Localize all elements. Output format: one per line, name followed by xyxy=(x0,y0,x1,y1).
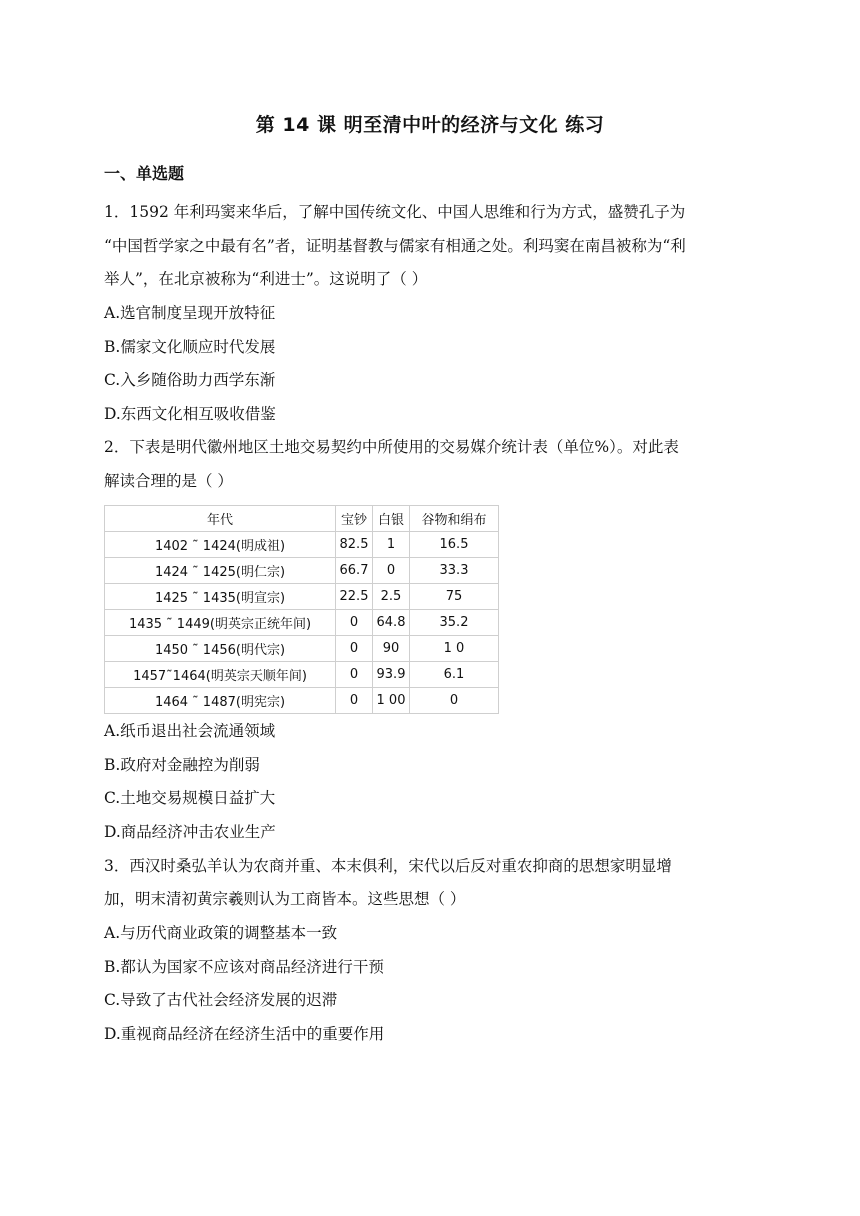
table-cell: 1450 ˜ 1456(明代宗) xyxy=(105,636,336,662)
q3-line-2: 加，明末清初黄宗羲则认为工商皆本。这些思想（ ） xyxy=(104,890,466,908)
table-cell: 1 0 xyxy=(410,636,499,662)
table-cell: 22.5 xyxy=(336,584,373,610)
table-cell: 1 xyxy=(373,532,410,558)
table-cell: 0 xyxy=(336,662,373,688)
table-header-row xyxy=(105,506,499,532)
table-cell: 64.8 xyxy=(373,610,410,636)
q3-line-1: 3．西汉时桑弘羊认为农商并重、本末俱利，宋代以后反对重农抑商的思想家明显增 xyxy=(104,857,672,875)
table-cell: 75 xyxy=(410,584,499,610)
trade-media-table xyxy=(104,505,499,714)
table-cell: 0 xyxy=(373,558,410,584)
table-cell: 0 xyxy=(336,688,373,714)
page-title: 第 14 课 明至清中叶的经济与文化 练习 xyxy=(255,114,605,136)
table-cell: 2.5 xyxy=(373,584,410,610)
q1-line-3: 举人”，在北京被称为“利进士”。这说明了（ ） xyxy=(104,270,428,288)
table-cell: 0 xyxy=(336,636,373,662)
q3-option-b: B.都认为国家不应该对商品经济进行干预 xyxy=(104,958,384,976)
table-cell: 1425 ˜ 1435(明宣宗) xyxy=(105,584,336,610)
table-cell: 35.2 xyxy=(410,610,499,636)
table-header-cell: 谷物和绢布 xyxy=(410,506,499,532)
table-cell: 0 xyxy=(336,610,373,636)
table-cell: 1424 ˜ 1425(明仁宗) xyxy=(105,558,336,584)
table-cell: 66.7 xyxy=(336,558,373,584)
table-header-cell: 白银 xyxy=(373,506,410,532)
table-row xyxy=(105,610,499,636)
table-row xyxy=(105,636,499,662)
q2-option-d: D.商品经济冲击农业生产 xyxy=(104,823,276,841)
table-cell: 1457˜1464(明英宗天顺年间) xyxy=(105,662,336,688)
table-cell: 33.3 xyxy=(410,558,499,584)
table-row xyxy=(105,688,499,714)
q1-line-2: “中国哲学家之中最有名”者，证明基督教与儒家有相通之处。利玛窦在南昌被称为“利 xyxy=(104,237,686,255)
q2-option-b: B.政府对金融控为削弱 xyxy=(104,756,260,774)
q1-option-c: C.入乡随俗助力西学东渐 xyxy=(104,371,276,389)
table-cell: 1464 ˜ 1487(明宪宗) xyxy=(105,688,336,714)
q2-option-a: A.纸币退出社会流通领域 xyxy=(104,722,276,740)
table-cell: 1 00 xyxy=(373,688,410,714)
q3-option-c: C.导致了古代社会经济发展的迟滞 xyxy=(104,991,338,1009)
q1-option-d: D.东西文化相互吸收借鉴 xyxy=(104,405,276,423)
q3-option-d: D.重视商品经济在经济生活中的重要作用 xyxy=(104,1025,385,1043)
table-cell: 90 xyxy=(373,636,410,662)
q3-option-a: A.与历代商业政策的调整基本一致 xyxy=(104,924,338,942)
table-row xyxy=(105,584,499,610)
q2-line-1: 2．下表是明代徽州地区土地交易契约中所使用的交易媒介统计表（单位%）。对此表 xyxy=(104,438,679,456)
table-cell: 6.1 xyxy=(410,662,499,688)
table-row xyxy=(105,558,499,584)
table-cell: 93.9 xyxy=(373,662,410,688)
q1-option-b: B.儒家文化顺应时代发展 xyxy=(104,338,276,356)
q2-option-c: C.土地交易规模日益扩大 xyxy=(104,789,276,807)
table-header-cell: 年代 xyxy=(105,506,336,532)
table-row xyxy=(105,662,499,688)
table-cell: 16.5 xyxy=(410,532,499,558)
q1-option-a: A.选官制度呈现开放特征 xyxy=(104,304,276,322)
table-cell: 1402 ˜ 1424(明成祖) xyxy=(105,532,336,558)
table-row xyxy=(105,532,499,558)
table-cell: 82.5 xyxy=(336,532,373,558)
q1-line-1: 1．1592 年利玛窦来华后，了解中国传统文化、中国人思维和行为方式，盛赞孔子为 xyxy=(104,203,686,221)
q2-line-2: 解读合理的是（ ） xyxy=(104,472,233,490)
table-cell: 1435 ˜ 1449(明英宗正统年间) xyxy=(105,610,336,636)
section-heading: 一、单选题 xyxy=(104,164,185,183)
table-cell: 0 xyxy=(410,688,499,714)
table-header-cell: 宝钞 xyxy=(336,506,373,532)
